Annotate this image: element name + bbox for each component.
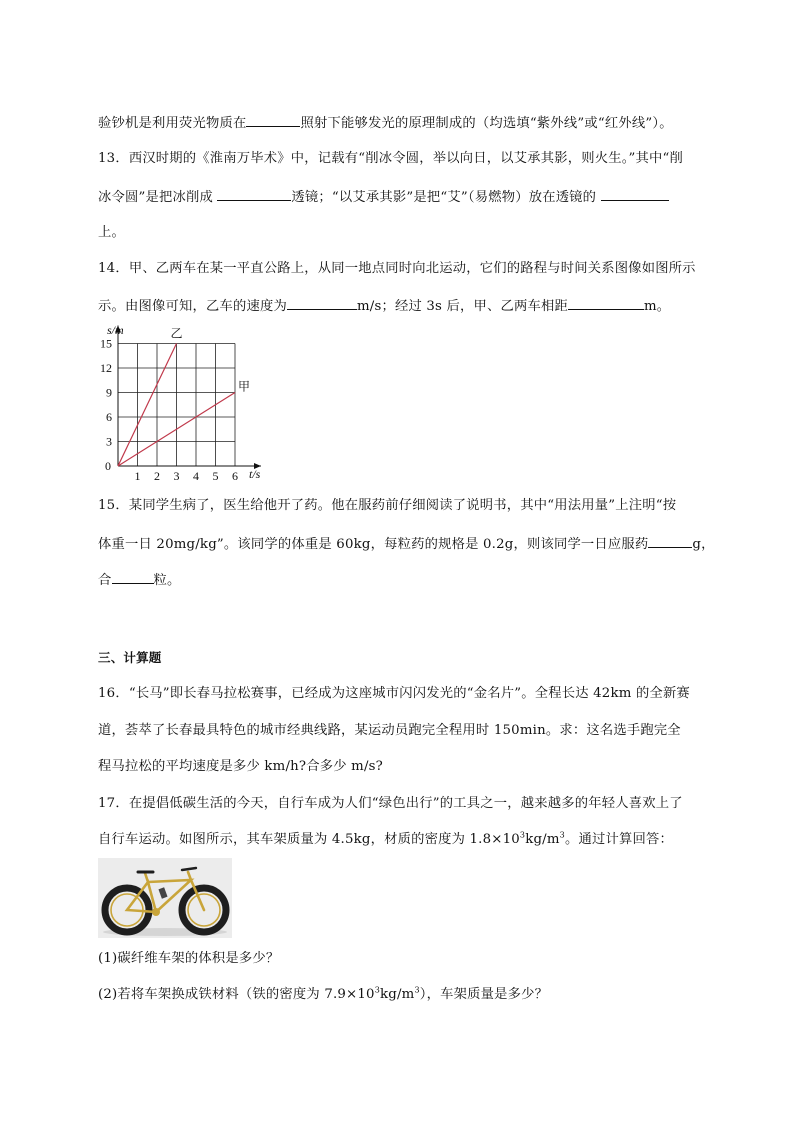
answer-blank[interactable] (568, 295, 644, 310)
superscript: 3 (374, 985, 381, 995)
q14-text-a: 示。由图像可知，乙车的速度为 (98, 299, 287, 314)
q17-text: (2)若将车架换成铁材料（铁的密度为 7.9×10 (98, 987, 375, 1002)
q17-line-2 (98, 830, 673, 850)
q13-line-2 (98, 186, 669, 208)
q17-sub-1: (1)碳纤维车架的体积是多少？ (98, 951, 280, 966)
q17-text: ），车架质量是多少？ (419, 987, 549, 1002)
q13-line-3: 上。 (98, 225, 125, 240)
q15-line-2 (98, 533, 715, 555)
graph-grid (118, 344, 235, 467)
x-tick-label: 2 (154, 469, 160, 483)
x-tick-label: 5 (212, 469, 219, 483)
q14-line-1: 14．甲、乙两车在某一平直公路上，从同一地点同时向北运动，它们的路程与时间关系图像如图所示 (98, 261, 696, 276)
q17-text: 。通过计算回答： (564, 832, 673, 847)
q13-text-a: 冰令圆”是把冰削成 (98, 190, 218, 205)
q13-line-1: 13．西汉时期的《淮南万毕术》中，记载有“削冰令圆，举以向日，以艾承其影，则火生。”其中“削 (98, 151, 684, 166)
q17-text: kg/m (525, 832, 560, 847)
y-axis-title: s/m (107, 323, 124, 337)
answer-blank[interactable] (601, 186, 669, 201)
origin-label: 0 (105, 459, 111, 473)
q13-text-b: 透镜；“以艾承其影”是把“艾”（易燃物）放在透镜的 (291, 190, 601, 205)
series-label: 乙 (170, 326, 183, 341)
x-tick-label: 3 (173, 469, 180, 483)
q16-line-2: 道，荟萃了长春最具特色的城市经典线路，某运动员跑完全程用时 150min。求：这名选手跑完全 (98, 723, 681, 738)
graph-labels (100, 323, 261, 483)
chainring (152, 908, 160, 916)
q15-text-b: g， (692, 537, 715, 552)
y-tick-label: 6 (106, 410, 112, 424)
q17-text: kg/m (380, 987, 415, 1002)
q16-line-1: 16．“长马”即长春马拉松赛事，已经成为这座城市闪闪发光的“金名片”。全程长达 42km 的全新赛 (98, 686, 690, 701)
q14-text-c: m。 (643, 299, 671, 314)
x-tick-label: 6 (232, 469, 238, 483)
q15-text-a: 合 (98, 573, 112, 588)
q17-sub-2 (98, 985, 548, 1005)
answer-blank[interactable] (648, 533, 692, 548)
q17-line-1: 17．在提倡低碳生活的今天，自行车成为人们“绿色出行”的工具之一，越来越多的年轻人喜欢上了 (98, 796, 683, 811)
y-tick-label: 15 (100, 336, 112, 351)
photo-background (98, 858, 232, 938)
q14-text-b: m/s；经过 3s 后，甲、乙两车相距 (356, 299, 568, 314)
y-tick-label: 12 (100, 361, 112, 375)
superscript: 3 (519, 830, 526, 840)
q17-text: 自行车运动。如图所示，其车架质量为 4.5kg，材质的密度为 1.8×10 (98, 832, 520, 847)
bicycle-image (98, 858, 232, 938)
q14-line-2 (98, 295, 670, 317)
superscript: 3 (414, 985, 420, 995)
q15-text-a: 体重一日 20mg/kg”。该同学的体重是 60kg，每粒药的规格是 0.2g，则该同学一日应服药 (98, 537, 649, 552)
q12-text-post: 照射下能够发光的原理制成的（均选填“紫外线”或“红外线”）。 (300, 116, 673, 131)
series-label: 甲 (238, 379, 251, 394)
answer-blank[interactable] (217, 186, 291, 201)
q12-text-pre: 验钞机是利用荧光物质在 (98, 116, 247, 131)
q15-line-1: 15．某同学生病了，医生给他开了药。他在服药前仔细阅读了说明书，其中“用法用量”上注明“按 (98, 498, 677, 513)
x-tick-label: 4 (193, 469, 199, 483)
y-tick-label: 9 (106, 385, 112, 400)
q15-line-3 (98, 569, 181, 591)
y-tick-label: 3 (106, 434, 112, 449)
x-axis-title: t/s (249, 467, 261, 481)
q12-tail-line (98, 112, 673, 134)
distance-time-graph (94, 320, 284, 486)
superscript: 3 (559, 830, 565, 840)
answer-blank[interactable] (246, 112, 300, 127)
q16-line-3: 程马拉松的平均速度是多少 km/h?合多少 m/s? (98, 759, 383, 774)
x-tick-label: 1 (134, 469, 141, 483)
answer-blank[interactable] (112, 569, 154, 584)
answer-blank[interactable] (287, 295, 357, 310)
graph-axes (115, 326, 261, 470)
section-heading: 三、计算题 (98, 650, 162, 665)
q15-text-b: 粒。 (153, 573, 181, 588)
